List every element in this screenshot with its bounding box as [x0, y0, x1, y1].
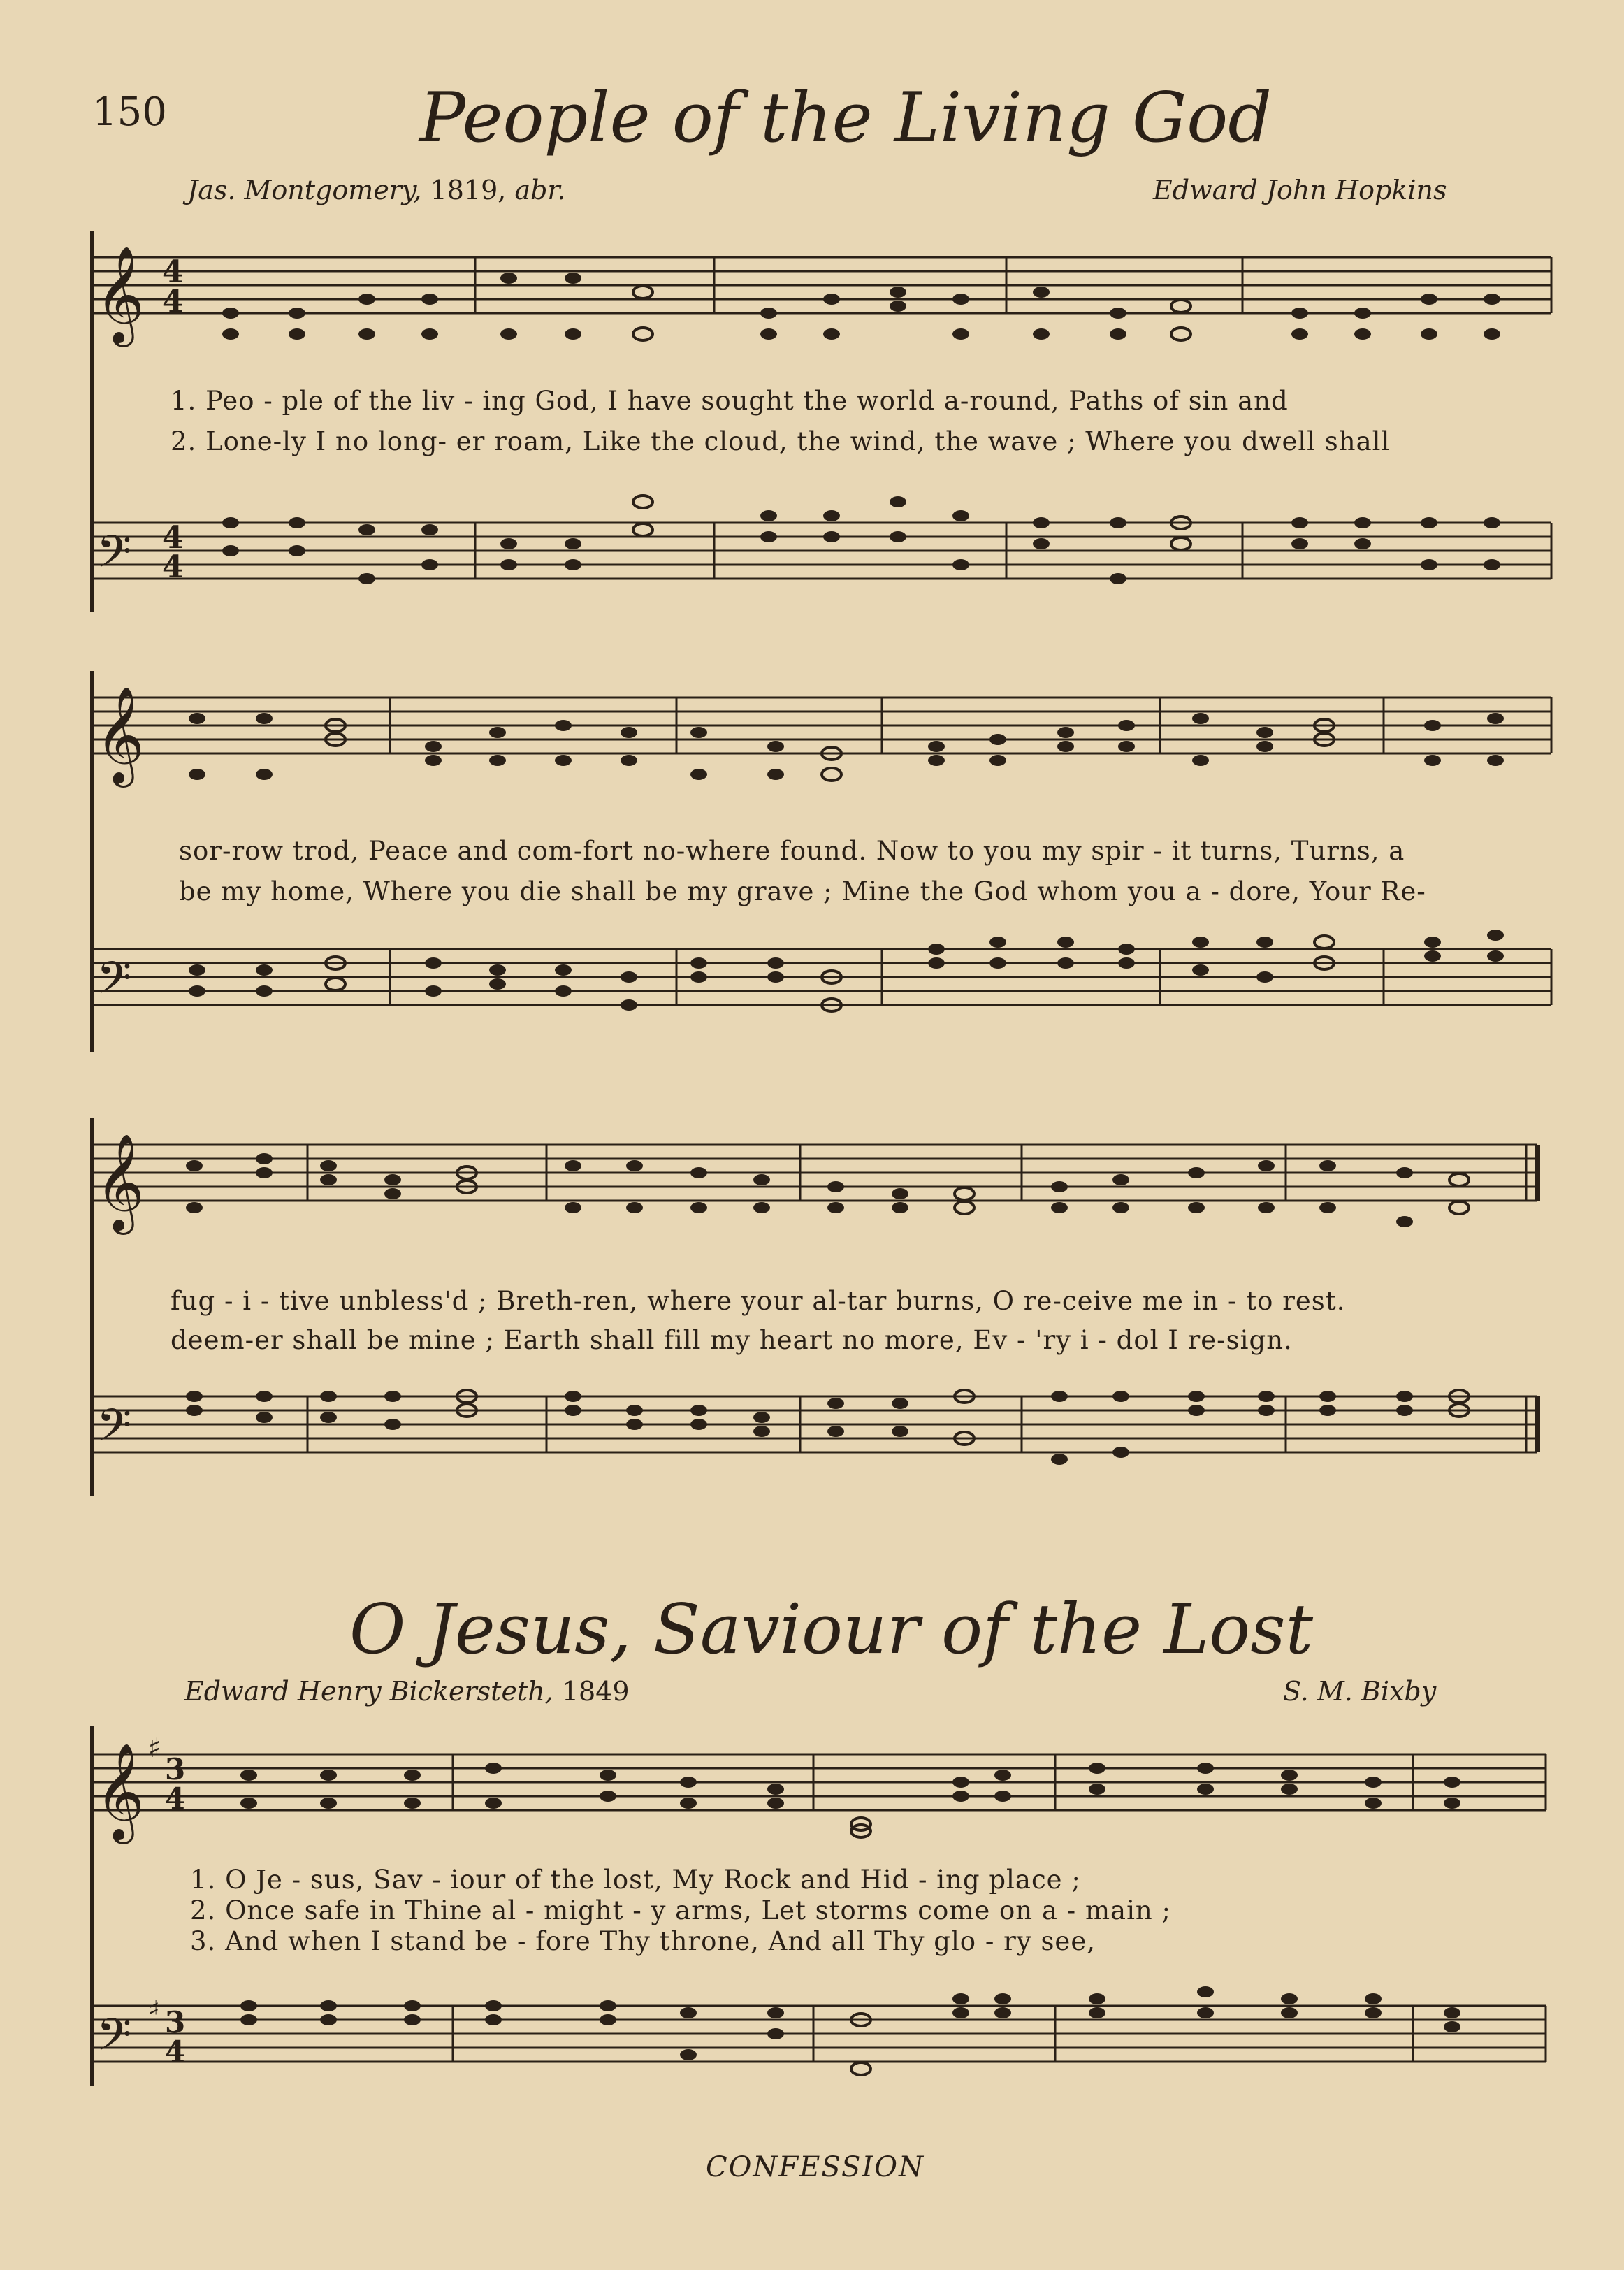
- svg-text:4: 4: [165, 1781, 186, 1816]
- svg-text:4: 4: [162, 254, 184, 290]
- hymn-title: People of the Living God: [419, 78, 1272, 158]
- lyric-line: fug - i - tive unbless'd ; Breth-ren, where your al-tar burns, O re-ceive me in - to rest.: [171, 1286, 1346, 1316]
- svg-text:4: 4: [162, 284, 184, 319]
- lyric-line: deem-er shall be mine ; Earth shall fill my heart no more, Ev - 'ry i - dol I re-sign.: [171, 1325, 1293, 1355]
- svg-text:♯: ♯: [148, 1995, 160, 2023]
- svg-text:3: 3: [165, 1752, 186, 1786]
- author-name: Jas. Montgomery,: [187, 175, 422, 205]
- svg-text:𝄢: 𝄢: [96, 2009, 132, 2072]
- svg-text:4: 4: [165, 2034, 186, 2069]
- svg-text:𝄢: 𝄢: [96, 1400, 132, 1463]
- composer-credit: Edward John Hopkins: [1153, 175, 1447, 205]
- lyric-line: 1. O Je - sus, Sav - iour of the lost, My Rock and Hid - ing place ;: [190, 1865, 1081, 1895]
- lyric-line: be my home, Where you die shall be my grave ; Mine the God whom you a - dore, Your Re-: [179, 876, 1426, 906]
- author-name: Edward Henry Bickersteth,: [184, 1676, 553, 1707]
- author-year: 1819,: [430, 175, 507, 205]
- lyric-line: 3. And when I stand be - fore Thy throne, And all Thy glo - ry see,: [190, 1926, 1096, 1956]
- svg-text:𝄢: 𝄢: [96, 526, 132, 589]
- svg-text:𝄞: 𝄞: [95, 1743, 145, 1840]
- svg-text:𝄞: 𝄞: [95, 1134, 145, 1231]
- lyric-line: 2. Lone-ly I no long- er roam, Like the cloud, the wind, the wave ; Where you dwell shall: [171, 426, 1391, 456]
- lyric-line: 1. Peo - ple of the liv - ing God, I have sought the world a-round, Paths of sin and: [171, 386, 1289, 416]
- svg-text:4: 4: [162, 549, 184, 585]
- svg-text:𝄞: 𝄞: [95, 246, 145, 343]
- section-footer: CONFESSION: [706, 2151, 925, 2183]
- author-note: abr.: [514, 175, 566, 205]
- page-number: 150: [92, 89, 167, 135]
- author-credit: [187, 175, 566, 205]
- svg-text:3: 3: [165, 2005, 186, 2039]
- hymn-title: O Jesus, Saviour of the Lost: [349, 1590, 1313, 1670]
- composer-credit: S. M. Bixby: [1283, 1676, 1437, 1707]
- author-credit: [184, 1676, 630, 1707]
- svg-text:♯: ♯: [148, 1732, 161, 1763]
- svg-text:𝄞: 𝄞: [95, 686, 145, 783]
- author-year: 1849: [561, 1676, 630, 1707]
- lyric-line: sor-row trod, Peace and com-fort no-where found. Now to you my spir - it turns, Turns, a: [179, 836, 1405, 866]
- lyric-line: 2. Once safe in Thine al - might - y arms, Let storms come on a - main ;: [190, 1895, 1171, 1925]
- svg-text:𝄢: 𝄢: [96, 953, 132, 1015]
- svg-text:4: 4: [162, 520, 184, 556]
